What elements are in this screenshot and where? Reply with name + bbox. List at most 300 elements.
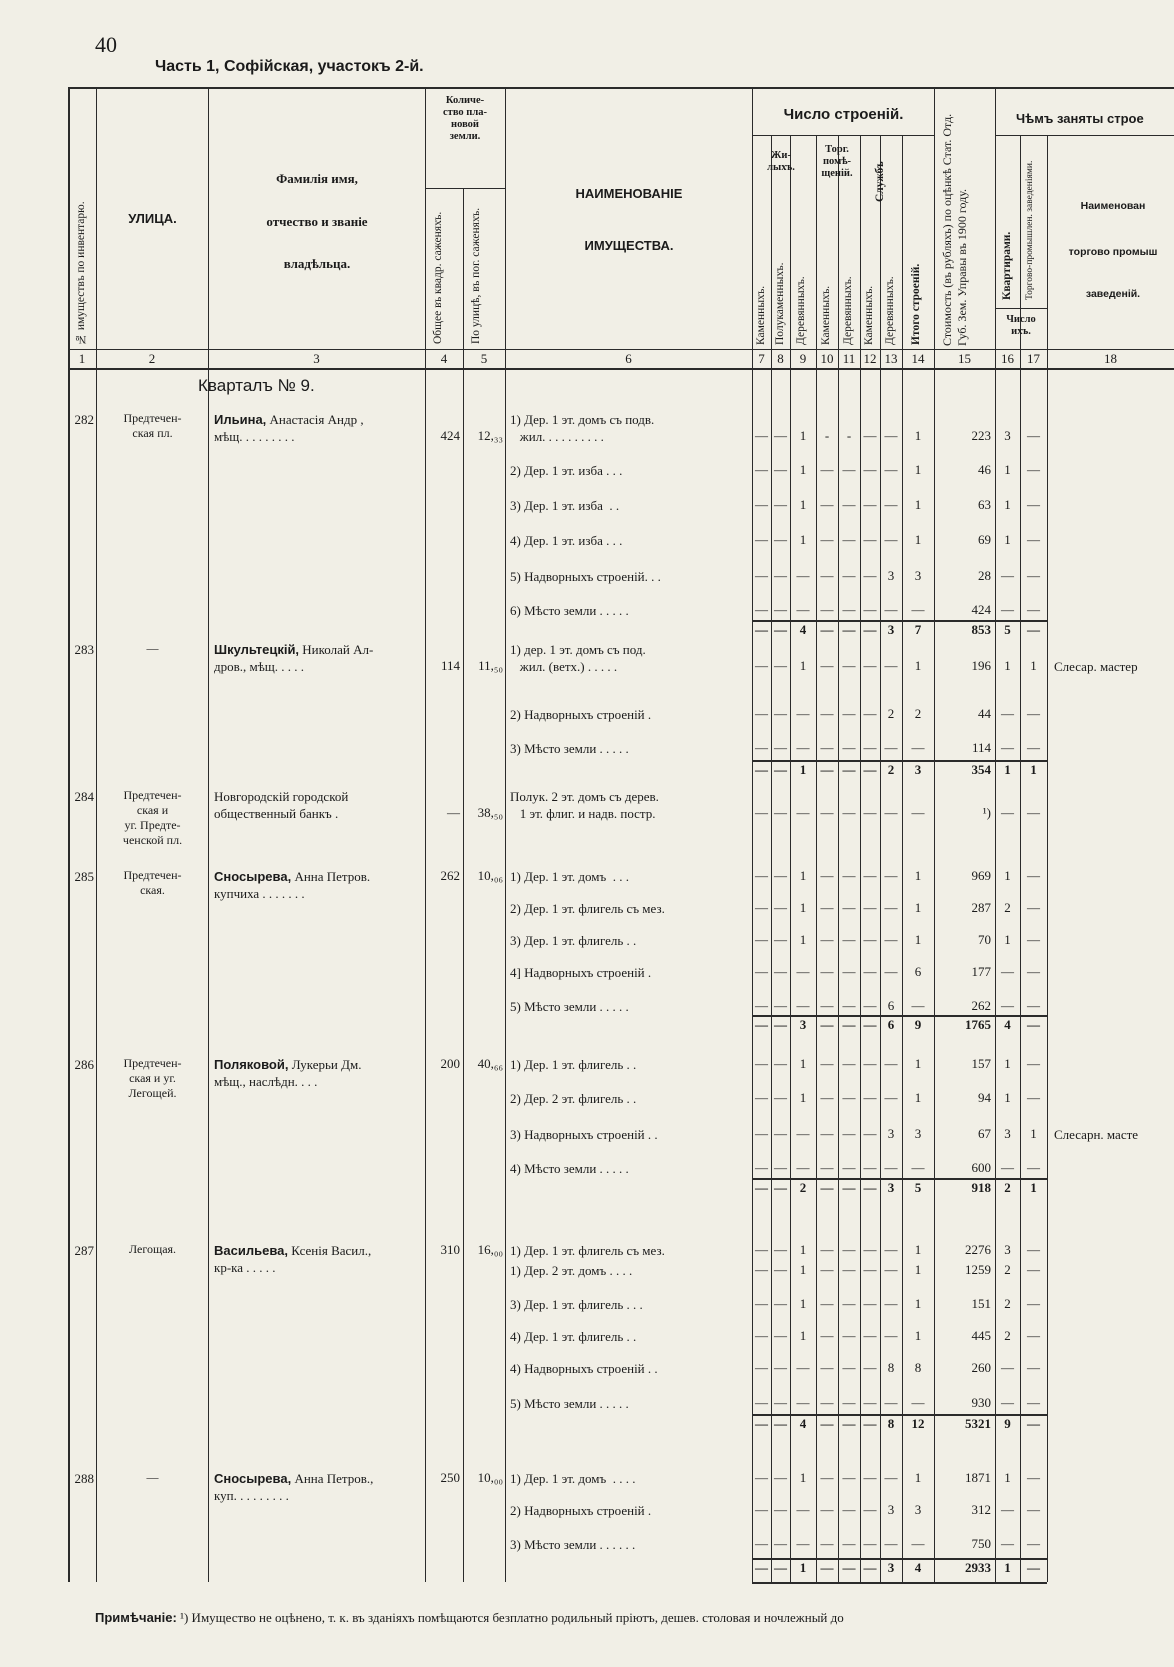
owner-name: Шкультецкій, Николай Ал- дров., мѣщ. . . . . [214, 642, 374, 674]
apartments-count: 9 [1004, 1416, 1011, 1431]
building-count: — [863, 1056, 877, 1071]
halfstone-header: Полукаменныхъ. [774, 262, 786, 345]
street-name: Предтечен- ская. [123, 868, 182, 897]
building-count: 3 [914, 1502, 922, 1517]
trade-count: — [1027, 1056, 1040, 1071]
property-item: 4) Мѣсто земли . . . . . [510, 1161, 629, 1176]
trade-count: — [1027, 1328, 1040, 1343]
building-count: 1 [799, 1242, 807, 1257]
building-count: — [863, 658, 877, 673]
apartments-count: 1 [1004, 1056, 1011, 1071]
value-header: Стоимость (въ рубляхъ) по оцѣнкѣ Стат. Отд. Губ. Зем. Управы въ 1900 году. [940, 113, 969, 346]
establishment-name-header-1: Наименован [1080, 200, 1146, 212]
building-count: — [755, 740, 768, 755]
apartments-count: 1 [1004, 1560, 1011, 1575]
building-count: — [796, 1395, 810, 1410]
value-rubles: 600 [971, 1160, 991, 1175]
apartments-count: 3 [1004, 428, 1011, 443]
building-count: — [884, 932, 898, 947]
owner-name: Новгородскій городской общественный банкъ . [214, 789, 349, 821]
building-count: — [863, 740, 877, 755]
value-rubles: 69 [978, 532, 991, 547]
building-count: 1 [799, 900, 807, 915]
building-count: 6 [914, 964, 922, 979]
building-count: — [820, 1502, 834, 1517]
apartments-count: — [1001, 740, 1014, 755]
property-item: 1) Дер. 1 эт. флигель . . [510, 1057, 637, 1072]
building-count: — [796, 1360, 810, 1375]
building-count: — [820, 1296, 834, 1311]
column-number: 14 [911, 351, 925, 366]
building-count: — [863, 1470, 877, 1485]
property-item: 1) Дер. 1 эт. домъ съ подв. жил. . . . . . . . . . [510, 412, 655, 444]
column-number: 16 [1001, 351, 1014, 366]
wooden-header-1: Деревянныхъ. [795, 276, 807, 345]
building-count: — [884, 868, 898, 883]
building-count: — [755, 1416, 768, 1431]
building-count: — [863, 1395, 877, 1410]
property-item: 3) Дер. 1 эт. изба . . [510, 498, 620, 513]
establishment-name: Слесар. мастер [1054, 659, 1138, 674]
building-count: 1 [799, 497, 807, 512]
trade-establishments-header: Торгово-промышлен. заведеніями. [1025, 160, 1035, 300]
building-count: 3 [914, 1126, 922, 1141]
building-count: — [820, 1262, 834, 1277]
building-count: — [842, 1296, 856, 1311]
building-count: — [842, 1360, 856, 1375]
building-count: 1 [799, 932, 807, 947]
trade-count: — [1027, 1470, 1040, 1485]
inventory-number: 287 [74, 1243, 94, 1258]
building-count: — [755, 1126, 768, 1141]
building-count: — [863, 602, 877, 617]
building-count: 1 [799, 868, 807, 883]
trade-count: — [1027, 532, 1040, 547]
building-count: — [820, 805, 834, 820]
building-count: — [796, 1536, 810, 1551]
column-number: 7 [758, 351, 765, 366]
building-count: — [884, 964, 898, 979]
building-count: — [755, 428, 768, 443]
building-count: — [820, 1360, 834, 1375]
building-count: — [863, 1560, 877, 1575]
building-count: 1 [799, 762, 807, 777]
building-count: — [884, 462, 898, 477]
building-count: — [842, 706, 856, 721]
building-count: 12 [911, 1416, 925, 1431]
building-count: — [911, 1160, 925, 1175]
street-frontage: 10,₀₀ [477, 1470, 503, 1485]
value-rubles: 312 [971, 1502, 991, 1517]
building-count: — [820, 1242, 834, 1257]
column-number: 17 [1027, 351, 1040, 366]
building-count: — [863, 805, 877, 820]
column-number: 12 [863, 351, 877, 366]
building-count: — [774, 1090, 787, 1105]
property-item: 3) Надворныхъ строеній . . [510, 1127, 658, 1142]
owner-surname: Васильева, [214, 1243, 288, 1258]
column-number: 5 [480, 351, 488, 366]
building-count: — [884, 1328, 898, 1343]
apartments-count: 1 [1004, 1090, 1011, 1105]
building-count: — [884, 1296, 898, 1311]
building-count: — [755, 964, 768, 979]
value-rubles: 424 [971, 602, 991, 617]
owner-surname: Шкультецкій, [214, 642, 300, 657]
building-count: — [774, 740, 787, 755]
building-count: — [911, 602, 925, 617]
owner-name: Васильева, Ксенія Васил., кр-ка . . . . . [214, 1243, 372, 1275]
column-number: 6 [625, 351, 632, 366]
building-count: — [796, 998, 810, 1013]
building-count: — [884, 1056, 898, 1071]
building-count: — [842, 497, 856, 512]
building-count: — [842, 805, 856, 820]
street-name: — [146, 641, 159, 655]
building-count: — [863, 622, 877, 637]
trade-count: — [1027, 428, 1040, 443]
building-count: — [820, 1056, 834, 1071]
building-count: — [884, 1470, 898, 1485]
building-count: — [863, 1242, 877, 1257]
value-rubles: 1871 [965, 1470, 991, 1485]
building-count: — [820, 1126, 834, 1141]
trade-count: — [1027, 1242, 1040, 1257]
land-area: — [447, 805, 460, 820]
column-number: 4 [440, 351, 448, 366]
apartments-count: 2 [1004, 1296, 1011, 1311]
property-item: 2) Дер. 1 эт. флигель съ мез. [510, 901, 665, 916]
building-count: — [842, 1416, 856, 1431]
trade-count: — [1027, 900, 1040, 915]
establishment-name: Слесарн. масте [1054, 1127, 1139, 1142]
building-count: 1 [799, 532, 807, 547]
column-number: 3 [313, 351, 320, 366]
building-count: — [842, 568, 856, 583]
value-rubles: 177 [971, 964, 991, 979]
building-count: — [842, 740, 856, 755]
value-rubles: 223 [971, 428, 991, 443]
building-count: — [863, 932, 877, 947]
building-count: 1 [799, 428, 807, 443]
building-count: 5 [914, 1180, 922, 1195]
trade-count: — [1027, 462, 1040, 477]
building-count: — [842, 1180, 856, 1195]
value-rubles: 2933 [965, 1560, 991, 1575]
value-rubles: 930 [971, 1395, 991, 1410]
building-count: 1 [914, 1090, 922, 1105]
building-count: — [774, 602, 787, 617]
building-count: — [863, 1328, 877, 1343]
trade-count: 1 [1030, 658, 1037, 673]
page-number: 40 [95, 32, 117, 57]
property-item: 5) Надворныхъ строеній. . . [510, 569, 661, 584]
stone-header-3: Каменныхъ. [863, 285, 875, 345]
building-count: 6 [887, 1017, 895, 1032]
building-count: — [774, 964, 787, 979]
trade-count: — [1027, 1262, 1040, 1277]
building-count: 1 [799, 1328, 807, 1343]
inventory-number: 282 [74, 412, 94, 427]
land-area: 250 [440, 1470, 460, 1485]
building-count: — [911, 1536, 925, 1551]
building-count: — [774, 1416, 787, 1431]
building-count: 4 [799, 1416, 807, 1431]
building-count: — [755, 1262, 768, 1277]
street-frontage: 16,₀₀ [477, 1242, 503, 1257]
building-count: — [863, 1296, 877, 1311]
building-count: — [884, 602, 898, 617]
property-item: 4) Дер. 1 эт. изба . . . [510, 533, 623, 548]
inventory-number: 288 [74, 1471, 94, 1486]
trade-count: — [1027, 998, 1040, 1013]
building-count: 1 [914, 462, 922, 477]
apartments-count: — [1001, 1395, 1014, 1410]
land-area: 114 [440, 658, 460, 673]
building-count: — [842, 658, 856, 673]
building-count: — [842, 964, 856, 979]
building-count: — [755, 900, 768, 915]
trade-count: — [1027, 1360, 1040, 1375]
building-count: — [796, 805, 810, 820]
building-count: — [755, 762, 768, 777]
building-count: — [774, 1180, 787, 1195]
street-name: Легощая. [128, 1242, 177, 1256]
building-count: — [755, 1180, 768, 1195]
building-count: 1 [914, 497, 922, 512]
building-count: — [842, 1470, 856, 1485]
building-count: — [911, 998, 925, 1013]
value-rubles: 918 [971, 1180, 991, 1195]
street-name: — [146, 1470, 159, 1484]
building-count: — [755, 1056, 768, 1071]
property-item: 3) Дер. 1 эт. флигель . . [510, 933, 637, 948]
building-count: — [755, 868, 768, 883]
building-count: — [863, 1017, 877, 1032]
trade-count: — [1027, 1395, 1040, 1410]
building-count: — [774, 1395, 787, 1410]
property-item: 4] Надворныхъ строеній . [510, 965, 652, 980]
footnote-text: ¹) Имущество не оцѣнено, т. к. въ зданіяхъ помѣщаются безплатно родильный пріютъ, дешев. столовая и ночлежный до [180, 1610, 844, 1625]
property-item: 6) Мѣсто земли . . . . . [510, 603, 629, 618]
building-count: 1 [799, 658, 807, 673]
property-item: Полук. 2 эт. домъ съ дерев. 1 эт. флиг. и надв. постр. [510, 789, 659, 821]
building-count: — [755, 462, 768, 477]
building-count: — [863, 1502, 877, 1517]
occupied-header: Чѣмъ заняты строе [1016, 111, 1144, 126]
building-count: — [820, 622, 834, 637]
inventory-number: 286 [74, 1057, 94, 1072]
building-count: — [842, 932, 856, 947]
value-rubles: 260 [971, 1360, 991, 1375]
building-count: — [863, 497, 877, 512]
building-count: — [820, 900, 834, 915]
trade-count: — [1027, 1416, 1040, 1431]
building-count: — [911, 1395, 925, 1410]
building-count: — [863, 868, 877, 883]
trade-count: 1 [1030, 762, 1037, 777]
street-frontage: 12,₃₃ [477, 428, 503, 443]
land-area: 262 [440, 868, 460, 883]
street-frontage: 38,₅₀ [477, 805, 503, 820]
value-rubles: 114 [971, 740, 991, 755]
value-rubles: 44 [978, 706, 991, 721]
trade-count: — [1027, 1160, 1040, 1175]
building-count: — [755, 497, 768, 512]
property-item: 4) Дер. 1 эт. флигель . . [510, 1329, 637, 1344]
apartments-count: — [1001, 1160, 1014, 1175]
building-count: 1 [914, 1056, 922, 1071]
building-count: — [774, 1296, 787, 1311]
property-header-2: ИМУЩЕСТВА. [584, 238, 674, 253]
property-item: 5) Мѣсто земли . . . . . [510, 999, 629, 1014]
residential-header: Жи- лыхъ. [767, 150, 795, 173]
building-count: — [884, 1536, 898, 1551]
apartments-count: 1 [1004, 532, 1011, 547]
land-area: 424 [440, 428, 460, 443]
trade-count: — [1027, 1296, 1040, 1311]
building-count: — [863, 1360, 877, 1375]
building-count: — [774, 622, 787, 637]
column-number: 2 [148, 351, 156, 366]
building-count: — [796, 1502, 810, 1517]
building-count: — [755, 1296, 768, 1311]
building-count: — [820, 964, 834, 979]
footnote-label: Примѣчаніе: [95, 1610, 177, 1625]
count-header: Число ихъ. [1006, 314, 1036, 337]
building-count: — [820, 1395, 834, 1410]
building-count: — [774, 1056, 787, 1071]
building-count: — [774, 1242, 787, 1257]
building-count: — [774, 1536, 787, 1551]
wooden-header-3: Деревянныхъ. [884, 276, 896, 345]
building-count: — [755, 1242, 768, 1257]
trade-count: — [1027, 1502, 1040, 1517]
stone-header-1: Каменныхъ. [755, 285, 767, 345]
property-header-1: НАИМЕНОВАНІЕ [575, 186, 683, 201]
owner-surname: Сносырева, [214, 869, 292, 884]
trade-count: — [1027, 740, 1040, 755]
building-count: — [755, 622, 768, 637]
building-count: 1 [799, 1470, 807, 1485]
building-count: — [863, 1090, 877, 1105]
property-item: 3) Дер. 1 эт. флигель . . . [510, 1297, 643, 1312]
building-count: 4 [914, 1560, 922, 1575]
building-count: — [774, 568, 787, 583]
building-count: 1 [914, 428, 922, 443]
apartments-count: — [1001, 1502, 1014, 1517]
building-count: 4 [799, 622, 807, 637]
building-count: 1 [914, 658, 922, 673]
building-count: — [820, 998, 834, 1013]
wooden-header-2: Деревянныхъ. [842, 276, 854, 345]
owner-name: Ильина, Анастасія Андр , мѣщ. . . . . . . . . [214, 412, 364, 444]
building-count: 1 [914, 900, 922, 915]
building-count: — [820, 932, 834, 947]
trade-premises-header: Торг. помѣ- щеній. [821, 144, 853, 179]
street-name: Предтечен- ская и уг. Предте- ченской пл. [122, 788, 183, 847]
column-number: 15 [958, 351, 971, 366]
building-count: — [755, 568, 768, 583]
trade-count: — [1027, 602, 1040, 617]
building-count: 9 [914, 1017, 922, 1032]
building-count: — [755, 1017, 768, 1032]
inventory-number: 285 [74, 869, 94, 884]
building-count: — [820, 1536, 834, 1551]
property-item: 4) Надворныхъ строеній . . [510, 1361, 658, 1376]
property-item: 2) Надворныхъ строеній . [510, 1503, 652, 1518]
building-count: — [774, 1560, 787, 1575]
value-rubles: 287 [971, 900, 991, 915]
apartments-count: 1 [1004, 658, 1011, 673]
building-count: 6 [887, 998, 895, 1013]
land-street-header: По улицѣ, въ пог. саженяхъ. [470, 207, 482, 344]
building-count: 3 [799, 1017, 807, 1032]
building-count: — [820, 462, 834, 477]
building-count: — [774, 805, 787, 820]
property-item: 5) Мѣсто земли . . . . . [510, 1396, 629, 1411]
value-rubles: ¹) [982, 805, 991, 820]
building-count: — [842, 1242, 856, 1257]
page-title: Часть 1, Софійская, участокъ 2-й. [155, 58, 424, 75]
apartments-count: — [1001, 1536, 1014, 1551]
building-count: 2 [887, 762, 895, 777]
establishment-name-header-3: заведеній. [1085, 288, 1141, 300]
apartments-count: — [1001, 805, 1014, 820]
building-count: — [884, 1242, 898, 1257]
building-count: — [863, 1126, 877, 1141]
apartments-count: 2 [1004, 900, 1011, 915]
inventory-number: 284 [74, 789, 94, 804]
apartments-count: 1 [1004, 462, 1011, 477]
building-count: 8 [887, 1416, 895, 1431]
building-count: 3 [887, 1560, 895, 1575]
apartments-count: 1 [1004, 762, 1011, 777]
apartments-count: — [1001, 1360, 1014, 1375]
building-count: — [755, 1360, 768, 1375]
building-count: — [863, 964, 877, 979]
building-count: 2 [799, 1180, 807, 1195]
value-rubles: 67 [978, 1126, 991, 1141]
trade-count: — [1027, 1090, 1040, 1105]
building-count: — [774, 762, 787, 777]
building-count: — [755, 1328, 768, 1343]
trade-count: — [1027, 1560, 1040, 1575]
building-count: — [820, 1470, 834, 1485]
property-item: 1) Дер. 1 эт. флигель съ мез. [510, 1243, 665, 1258]
building-count: — [820, 1416, 834, 1431]
street-frontage: 11,₅₀ [478, 658, 503, 673]
quarter-heading: Кварталъ № 9. [198, 376, 315, 395]
building-count: — [755, 532, 768, 547]
building-count: — [863, 428, 877, 443]
col-owner-header-3: владѣльца. [283, 256, 351, 271]
building-count: — [884, 740, 898, 755]
apartments-count: 3 [1004, 1126, 1011, 1141]
property-item: 1) Дер. 1 эт. домъ . . . . [510, 1471, 636, 1486]
building-count: — [842, 1328, 856, 1343]
building-count: — [842, 900, 856, 915]
column-number: 18 [1104, 351, 1117, 366]
building-count: — [820, 706, 834, 721]
apartments-count: 5 [1004, 622, 1011, 637]
building-count: — [863, 900, 877, 915]
building-count: — [820, 497, 834, 512]
street-frontage: 10,₀₆ [477, 868, 503, 883]
building-count: — [774, 998, 787, 1013]
trade-count: 1 [1030, 1180, 1037, 1195]
building-count: 1 [799, 1056, 807, 1071]
